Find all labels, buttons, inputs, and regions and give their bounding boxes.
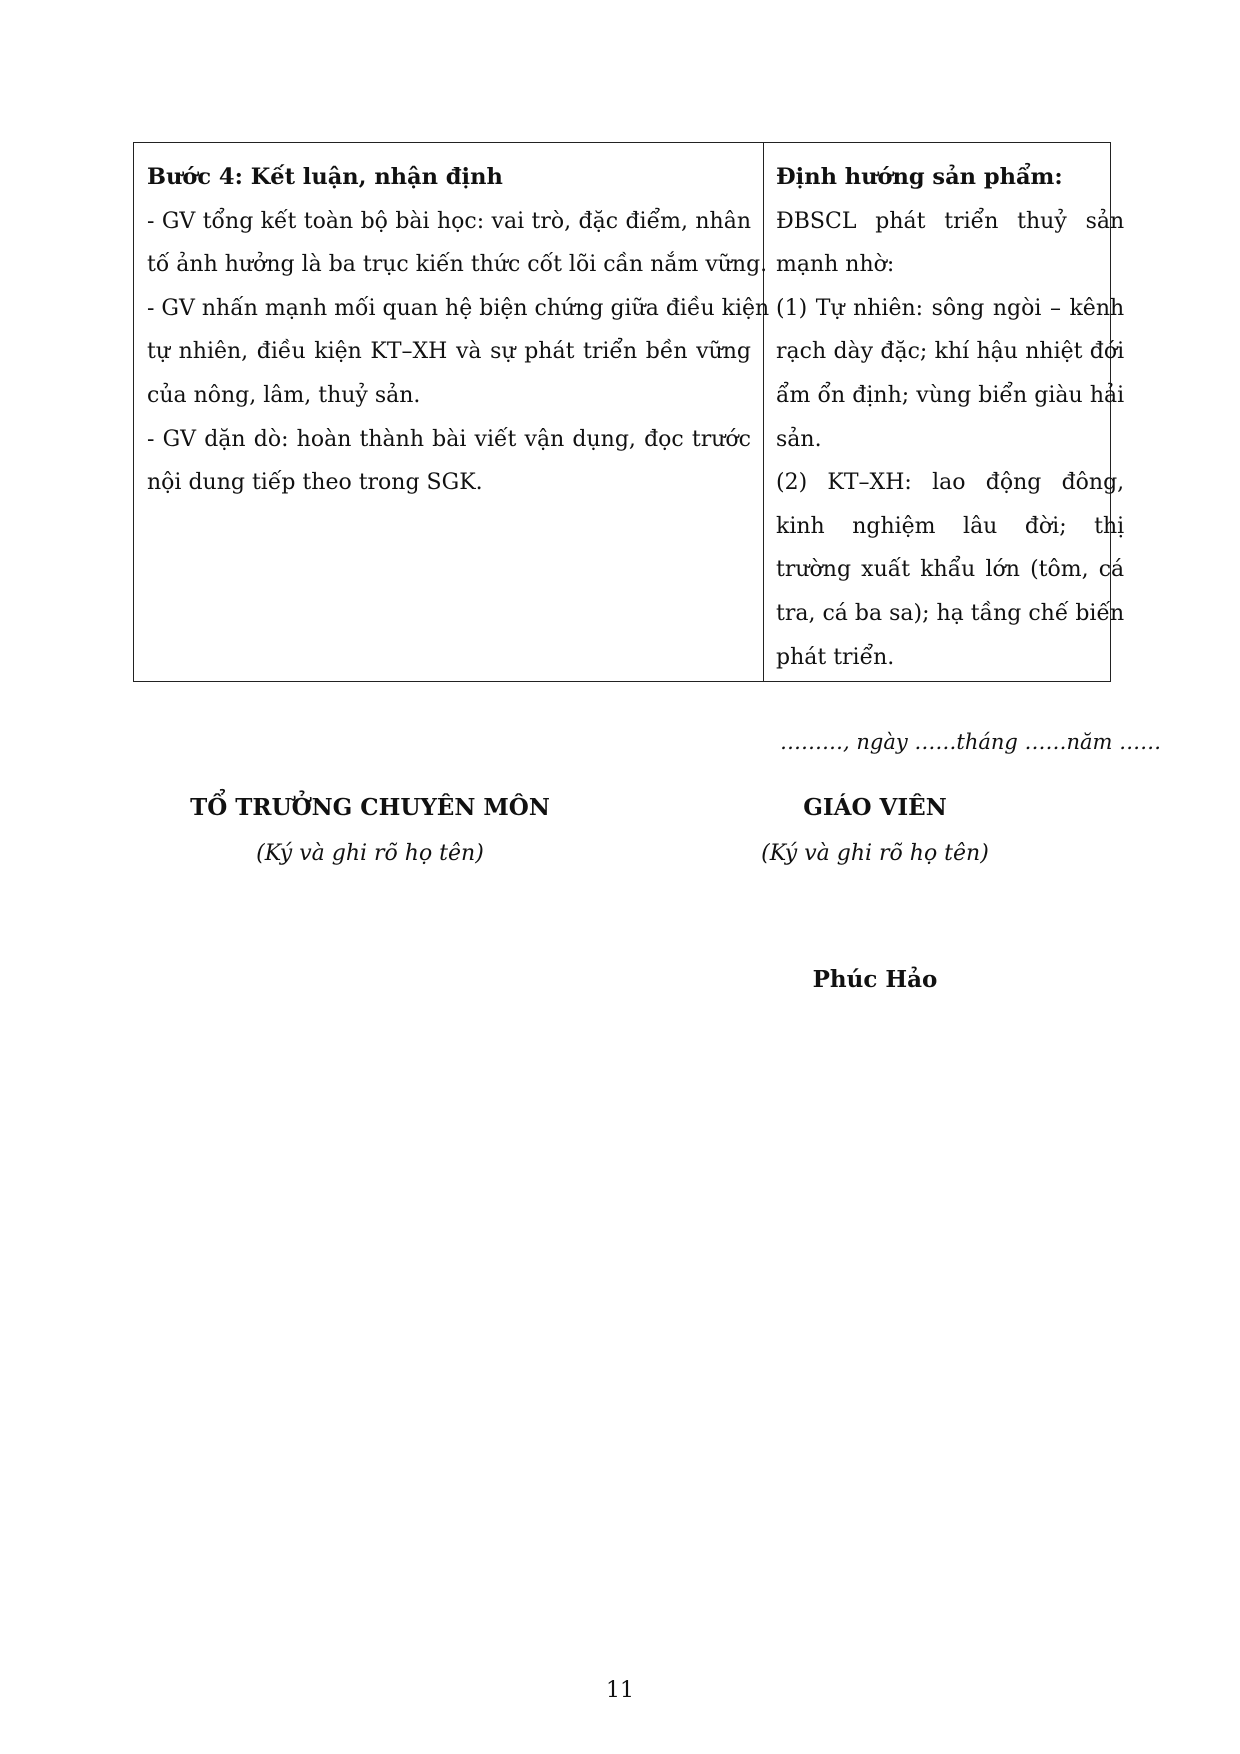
- text-line: (1) Tự nhiên: sông ngòi – kênh: [776, 295, 1125, 321]
- teacher-name: Phúc Hảo: [812, 966, 938, 993]
- text-line: - GV tổng kết toàn bộ bài học: vai trò, đặc điểm, nhân: [147, 208, 751, 234]
- text-line: mạnh nhờ:: [776, 252, 895, 278]
- text-line: ẩm ổn định; vùng biển giàu hải: [776, 382, 1125, 408]
- text-line: rạch dày đặc; khí hậu nhiệt đới: [776, 339, 1125, 365]
- text-line: kinh nghiệm lâu đời; thị: [776, 513, 1125, 539]
- signature-title: TỔ TRƯỞNG CHUYÊN MÔN: [190, 794, 550, 821]
- text-line: - GV nhấn mạnh mối quan hệ biện chứng giữa điều kiện: [147, 295, 770, 321]
- text-line: trường xuất khẩu lớn (tôm, cá: [776, 557, 1125, 583]
- product-heading: Định hướng sản phẩm:: [776, 164, 1063, 190]
- text-line: - GV dặn dò: hoàn thành bài viết vận dụng, đọc trước: [147, 426, 751, 452]
- text-line: sản.: [776, 426, 822, 452]
- page-number: 11: [606, 1678, 634, 1703]
- step-heading: Bước 4: Kết luận, nhận định: [147, 164, 503, 190]
- text-line: của nông, lâm, thuỷ sản.: [147, 382, 421, 408]
- signature-note: (Ký và ghi rõ họ tên): [761, 841, 989, 866]
- department-head-signature: [160, 790, 580, 872]
- date-line: ………, ngày ……tháng ……năm ……: [780, 730, 1162, 754]
- teacher-activity-cell: [134, 143, 770, 681]
- text-line: tố ảnh hưởng là ba trục kiến thức cốt lõi cần nắm vững.: [147, 252, 768, 278]
- text-line: (2) KT–XH: lao động đông,: [776, 470, 1125, 496]
- activity-table: [133, 142, 1125, 682]
- text-line: tự nhiên, điều kiện KT–XH và sự phát triển bền vững: [147, 339, 751, 365]
- text-line: phát triển.: [776, 644, 895, 670]
- expected-product-cell: [764, 143, 1136, 681]
- teacher-signature: [710, 790, 1040, 872]
- signature-note: (Ký và ghi rõ họ tên): [256, 841, 484, 866]
- text-line: ĐBSCL phát triển thuỷ sản: [776, 208, 1125, 234]
- signature-title: GIÁO VIÊN: [803, 794, 947, 821]
- text-line: tra, cá ba sa); hạ tầng chế biến: [776, 600, 1125, 626]
- text-line: nội dung tiếp theo trong SGK.: [147, 470, 483, 496]
